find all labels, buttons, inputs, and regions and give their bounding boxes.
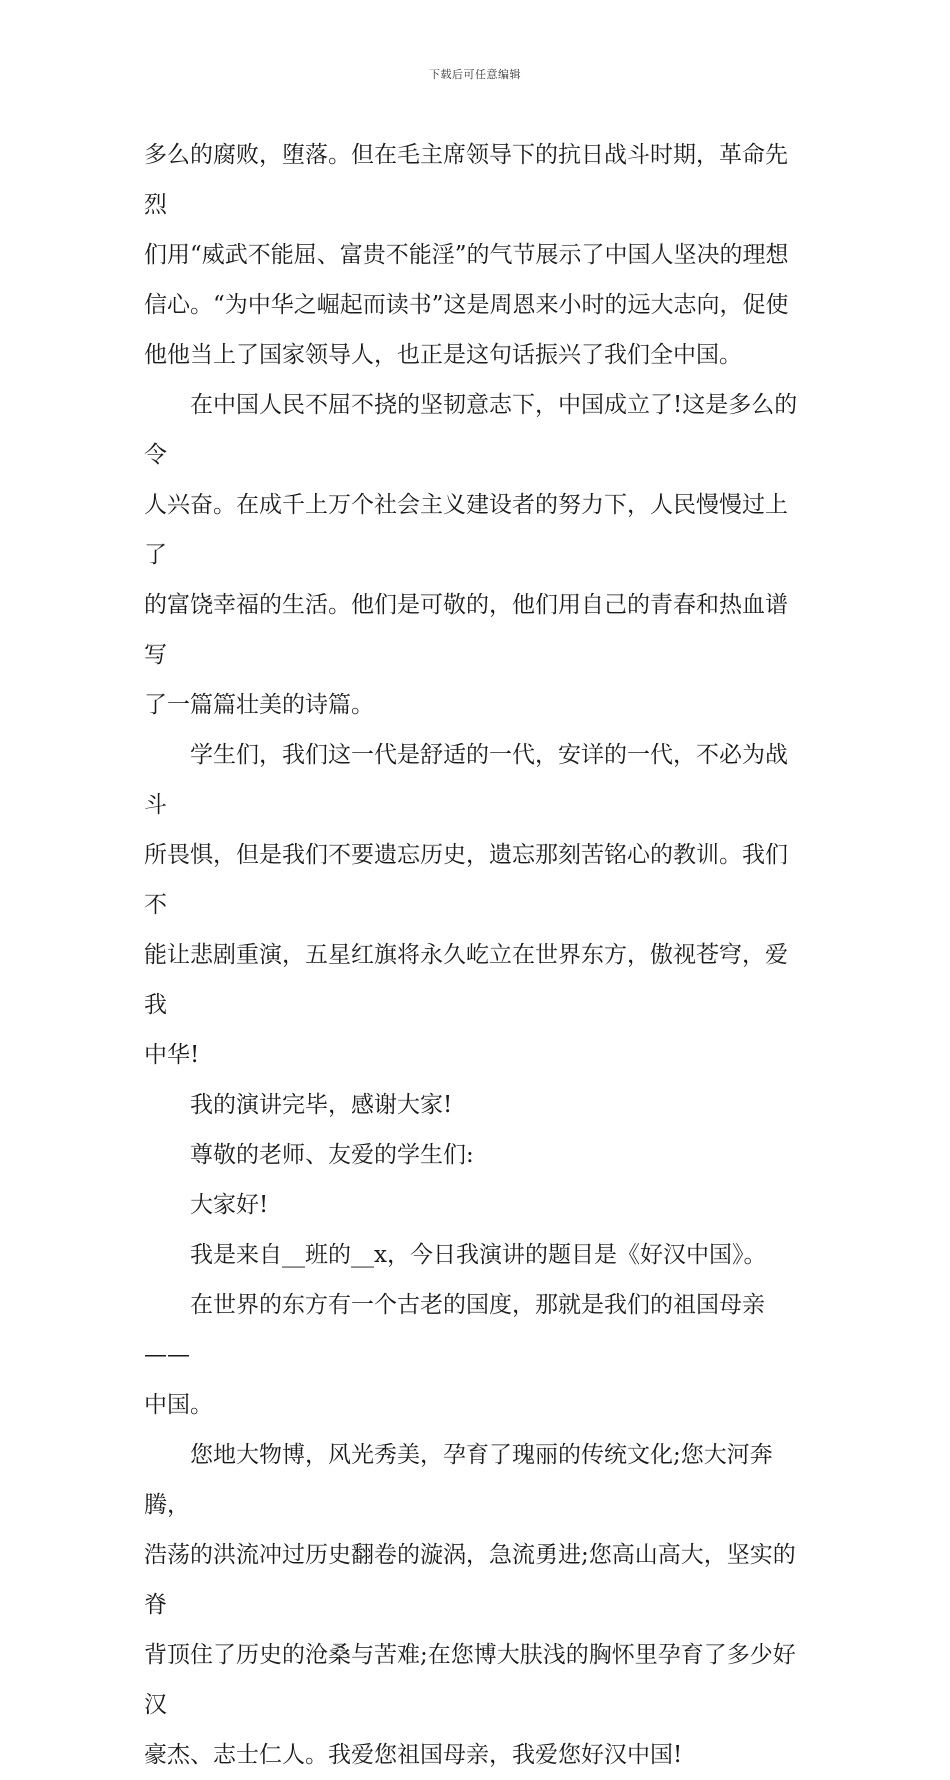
paragraph: [144, 380, 808, 730]
paragraph: [144, 130, 808, 380]
paragraph: [144, 1180, 808, 1230]
text-line: 大家好!: [190, 1192, 269, 1218]
text-line: 您地大物博，风光秀美，孕育了瑰丽的传统文化;您大河奔腾，: [144, 1442, 773, 1518]
document-body: [144, 130, 808, 1780]
text-line: 中国。: [144, 1392, 213, 1418]
paragraph: [144, 1080, 808, 1130]
text-line: 浩荡的洪流冲过历史翻卷的漩涡，急流勇进;您高山高大，坚实的脊: [144, 1542, 796, 1618]
text-line: 信心。“为中华之崛起而读书”这是周恩来小时的远大志向，促使: [144, 292, 789, 318]
paragraph: [144, 730, 808, 1080]
text-line: 在世界的东方有一个古老的国度，那就是我们的祖国母亲——: [144, 1292, 765, 1368]
text-line: 学生们，我们这一代是舒适的一代，安详的一代，不必为战斗: [144, 742, 788, 818]
text-line: 多么的腐败，堕落。但在毛主席领导下的抗日战斗时期，革命先烈: [144, 142, 788, 218]
text-line: 中华!: [144, 1042, 200, 1068]
paragraph: [144, 1130, 808, 1180]
text-line: 们用“威武不能屈、富贵不能淫”的气节展示了中国人坚决的理想: [144, 242, 789, 268]
text-line: 尊敬的老师、友爱的学生们:: [190, 1142, 474, 1168]
paragraph: [144, 1280, 808, 1430]
text-line: 了一篇篇壮美的诗篇。: [144, 692, 374, 718]
text-line: 能让悲剧重演，五星红旗将永久屹立在世界东方，傲视苍穹，爱我: [144, 942, 788, 1018]
text-line: 的富饶幸福的生活。他们是可敬的，他们用自己的青春和热血谱写: [144, 592, 788, 668]
text-line: 我是来自__班的__x，今日我演讲的题目是《好汉中国》。: [190, 1242, 767, 1268]
text-line: 我的演讲完毕，感谢大家!: [190, 1092, 453, 1118]
paragraph: [144, 1230, 808, 1280]
text-line: 所畏惧，但是我们不要遗忘历史，遗忘那刻苦铭心的教训。我们不: [144, 842, 788, 918]
text-line: 豪杰、志士仁人。我爱您祖国母亲，我爱您好汉中国!: [144, 1742, 683, 1768]
page-header: 下载后可任意编辑: [429, 68, 521, 81]
text-line: 背顶住了历史的沧桑与苦难;在您博大肤浅的胸怀里孕育了多少好汉: [144, 1642, 796, 1718]
text-line: 人兴奋。在成千上万个社会主义建设者的努力下，人民慢慢过上了: [144, 492, 788, 568]
text-line: 在中国人民不屈不挠的坚韧意志下，中国成立了!这是多么的令: [144, 392, 798, 468]
text-line: 他他当上了国家领导人，也正是这句话振兴了我们全中国。: [144, 342, 742, 368]
paragraph: [144, 1430, 808, 1780]
